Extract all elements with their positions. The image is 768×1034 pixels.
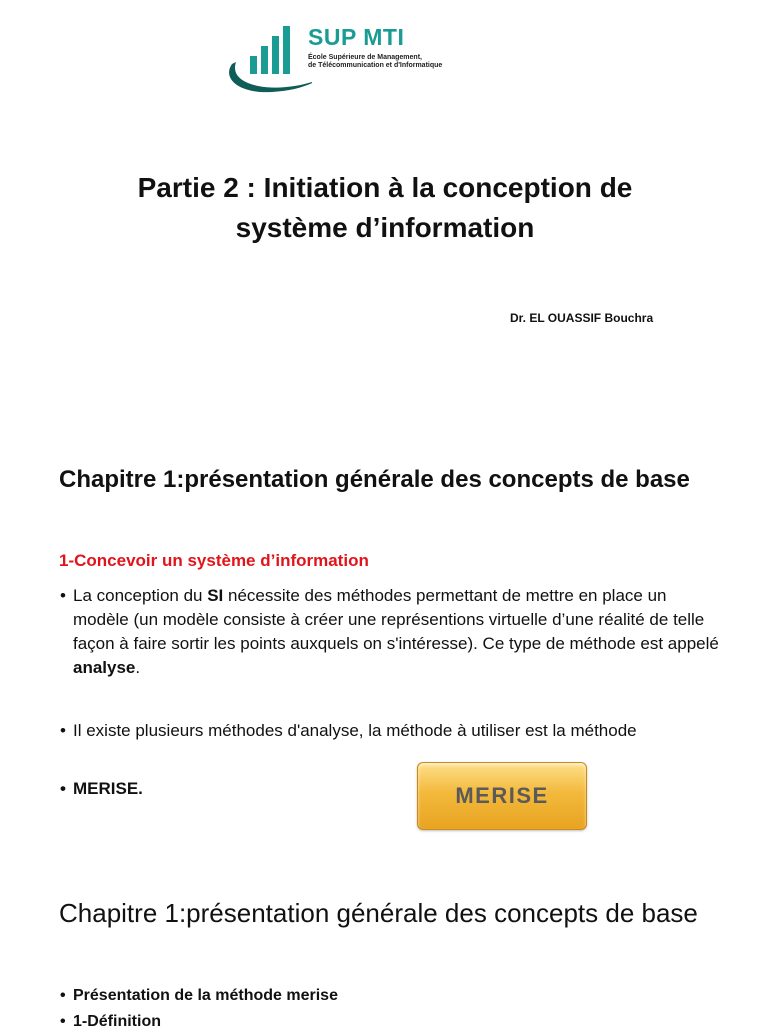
logo-subtitle-line: de Télécommunication et d'Informatique — [308, 62, 443, 69]
content-slide-2 — [0, 858, 768, 1030]
author-name: Dr. EL OUASSIF Bouchra — [510, 311, 654, 325]
bullet-marker: • — [60, 586, 66, 605]
bullet-text — [73, 584, 720, 680]
bullet-bold-term: analyse — [73, 658, 136, 677]
chapter-heading: Chapitre 1:présentation générale des concepts de base — [59, 898, 698, 928]
slide-title — [60, 168, 710, 248]
school-logo — [222, 22, 450, 98]
bullet-marker: • — [60, 987, 66, 1004]
content-slide-1 — [0, 430, 768, 858]
bullet-item — [60, 1010, 720, 1034]
logo-brand-name: SUP MTI — [308, 24, 405, 50]
bullet-text: Présentation de la méthode merise — [73, 987, 338, 1004]
bullet-text-part: nécessite des méthodes permettant de mettre en place un modèle (un modèle consiste à créer une représentions virtuelle d’une réalité de telle façon à faire sortir les points auxquels on s'intéresse). Ce type de méthode est appelé — [73, 586, 719, 653]
logo-emblem-icon — [222, 22, 312, 98]
bullet-text: Il existe plusieurs méthodes d'analyse, la méthode à utiliser est la méthode — [73, 721, 637, 740]
slide-title-line-1: Partie 2 : Initiation à la conception de — [137, 172, 633, 203]
chapter-heading: Chapitre 1:présentation générale des concepts de base — [59, 466, 690, 493]
bullet-item — [60, 719, 680, 743]
bullet-bold-term: SI — [207, 586, 224, 605]
bullet-text: MERISE. — [73, 779, 143, 798]
section-heading: 1-Concevoir un système d’information — [59, 551, 369, 570]
bullet-text-part: . — [135, 658, 141, 677]
bullet-text-part: La conception du — [73, 586, 208, 605]
logo-subtitle-line: École Supérieure de Management, — [308, 54, 422, 61]
bullet-marker: • — [60, 721, 66, 740]
bullet-marker: • — [60, 779, 66, 798]
slide-title-line-2: système d’information — [235, 212, 535, 243]
title-slide — [0, 0, 768, 430]
bullet-item — [60, 984, 720, 1008]
logo-subtitle — [308, 54, 442, 70]
bullet-item — [60, 777, 360, 801]
merise-badge: MERISE — [417, 762, 587, 830]
bullet-text: 1-Définition — [73, 1013, 161, 1030]
bullet-item — [60, 584, 720, 680]
bullet-marker: • — [60, 1013, 66, 1030]
